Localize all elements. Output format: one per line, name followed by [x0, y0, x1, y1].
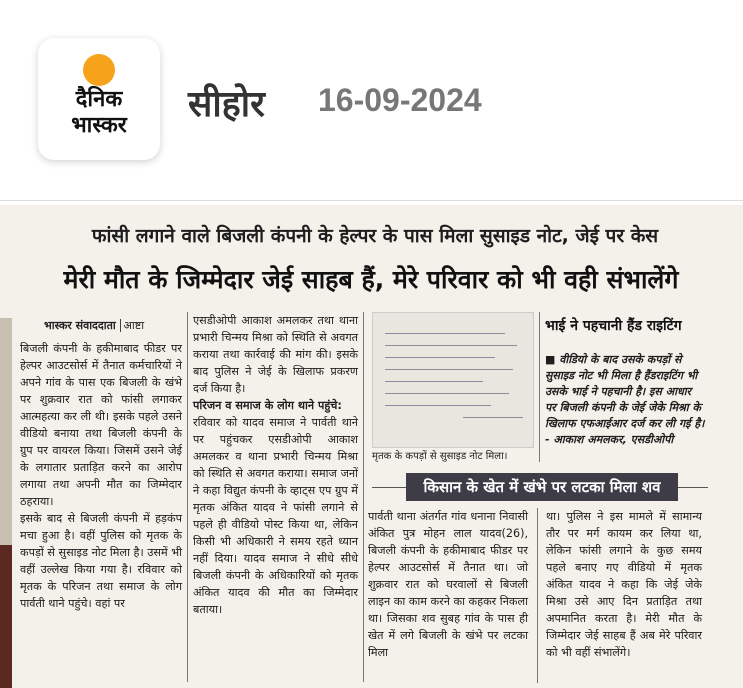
byline — [44, 318, 144, 333]
article-column-2 — [193, 312, 358, 618]
banner-rule — [678, 487, 708, 488]
byline-source: भास्कर संवाददाता — [44, 319, 116, 332]
column-2-paragraph-1: एसडीओपी आकाश अमलकर तथा थाना प्रभारी चिन्मय मिश्रा को स्थिति से अवगत कराया तथा कार्रवाई की मांग की। इसके बाद पुलिस ने जेई के खिलाफ प्रकरण दर्ज किया है। — [193, 314, 358, 395]
column-1-paragraph-2: इसके बाद से बिजली कंपनी में हड़कंप मचा हुआ है। वहीं पुलिस को मृतक के कपड़ों से सुसाइड नोट मिला है। उसमें भी वहीं उल्लेख किया गया है। रविवार को मृतक के परिजन तथा समाज के लोग पार्वती थाने पहुंचे। वहां पर — [20, 512, 182, 610]
column-divider — [187, 312, 188, 682]
adjacent-photo-edge — [0, 545, 12, 688]
section-banner: किसान के खेत में खंभे पर लटका मिला शव — [406, 473, 678, 501]
column-2-subhead: परिजन व समाज के लोग थाने पहुंचे: — [193, 399, 342, 412]
header-divider — [0, 200, 743, 201]
column-divider — [363, 312, 364, 682]
logo-text-line1: दैनिक — [75, 87, 123, 112]
article-column-1 — [20, 340, 182, 612]
edition-date: 16-09-2024 — [318, 82, 482, 118]
column-divider — [539, 312, 540, 462]
column-1-paragraph-1: बिजली कंपनी के हकीमाबाद फीडर पर हेल्पर आउटसोर्स में तैनात कर्मचारियों ने अपने गांव के पास एक बिजली के खंभे पर शुक्रवार रात को फांसी लगाकर आत्महत्या कर ली थी। इसके पहले उसने वीडियो बनाया तथा बिजली कंपनी के ग्रुप पर वायरल किया। जिसमें उसने जेई के लगातार प्रताड़ित करने का आरोप लगाया तथा अपनी मौत का जिम्मेदार ठहराया। — [20, 342, 182, 508]
column-5-paragraph-1: था। पुलिस ने इस मामले में सामान्य तौर पर मर्ग कायम कर लिया था, लेकिन फांसी लगाने के कुछ समय पहले बनाए गए वीडियो में मृतक अंकित यादव ने कहा कि जेई जेके मिश्रा उसे आए दिन प्रताड़ित तथा अपमानित करता है। मेरी मौत के जिम्मेदार जेई साहब हैं अब मेरे परिवार को भी वहीं संभालेंगे। — [546, 510, 702, 659]
photo-caption: मृतक के कपड़ों से सुसाइड नोट मिला। — [372, 451, 508, 462]
column-divider — [537, 508, 538, 683]
byline-place: आष्टा — [120, 319, 145, 332]
side-story-heading: भाई ने पहचानी हैंड राइटिंग — [545, 318, 682, 334]
column-4-paragraph-1: पार्वती थाना अंतर्गत गांव धनाना निवासी अंकित पुत्र मोहन लाल यादव(26), बिजली कंपनी के हकीमाबाद फीडर पर हेल्पर आउटसोर्स में तैनात था। जो शुक्रवार रात को घरवालों से बिजली लाइन का काम करने का कहकर निकला था। जिसका शव सुबह गांव के पास ही खेत में लगे बिजली के खंभे पर लटका मिला — [368, 510, 528, 659]
article-subheadline: फांसी लगाने वाले बिजली कंपनी के हेल्पर के पास मिला सुसाइड नोट, जेई पर केस — [91, 225, 659, 247]
sun-icon — [83, 54, 115, 86]
suicide-note-photo — [372, 312, 534, 448]
app-header — [0, 0, 743, 200]
logo-text-line2: भास्कर — [71, 113, 127, 138]
article-column-5 — [546, 508, 702, 661]
banner-rule — [372, 487, 406, 488]
edition-city: सीहोर — [188, 84, 265, 125]
article-column-4 — [368, 508, 528, 661]
article-headline: मेरी मौत के जिम्मेदार जेई साहब हैं, मेरे परिवार को भी वही संभालेंगे — [63, 265, 679, 294]
dainik-bhaskar-logo — [38, 38, 160, 160]
column-2-paragraph-2: रविवार को यादव समाज ने पार्वती थाने पर पहुंचकर एसडीओपी आकाश अमलकर व थाना प्रभारी चिन्मय मिश्रा को स्थिति से अवगत कराया। समाज जनों ने कहा विद्युत कंपनी के व्हाट्स एप ग्रुप में मृतक अंकित यादव ने फांसी लगाने से पहले ही वीडियो पोस्ट किया था, लेकिन किसी भी अधिकारी ने समय रहते ध्यान नहीं दिया। यादव समाज ने सीधे सीधे बिजली कंपनी के अधिकारियों को मृतक अंकित यादव की मौत का जिम्मेदार बताया। — [193, 416, 358, 616]
side-story-text: ■ वीडियो के बाद उसके कपड़ों से सुसाइड नोट भी मिला है हैंडराइटिंग भी उसके भाई ने पहचानी है। इस आधार पर बिजली कंपनी के जेई जेके मिश्रा के खिलाफ एफआईआर दर्ज कर ली गई है। - आकाश अमलकर, एसडीओपी — [545, 353, 705, 446]
